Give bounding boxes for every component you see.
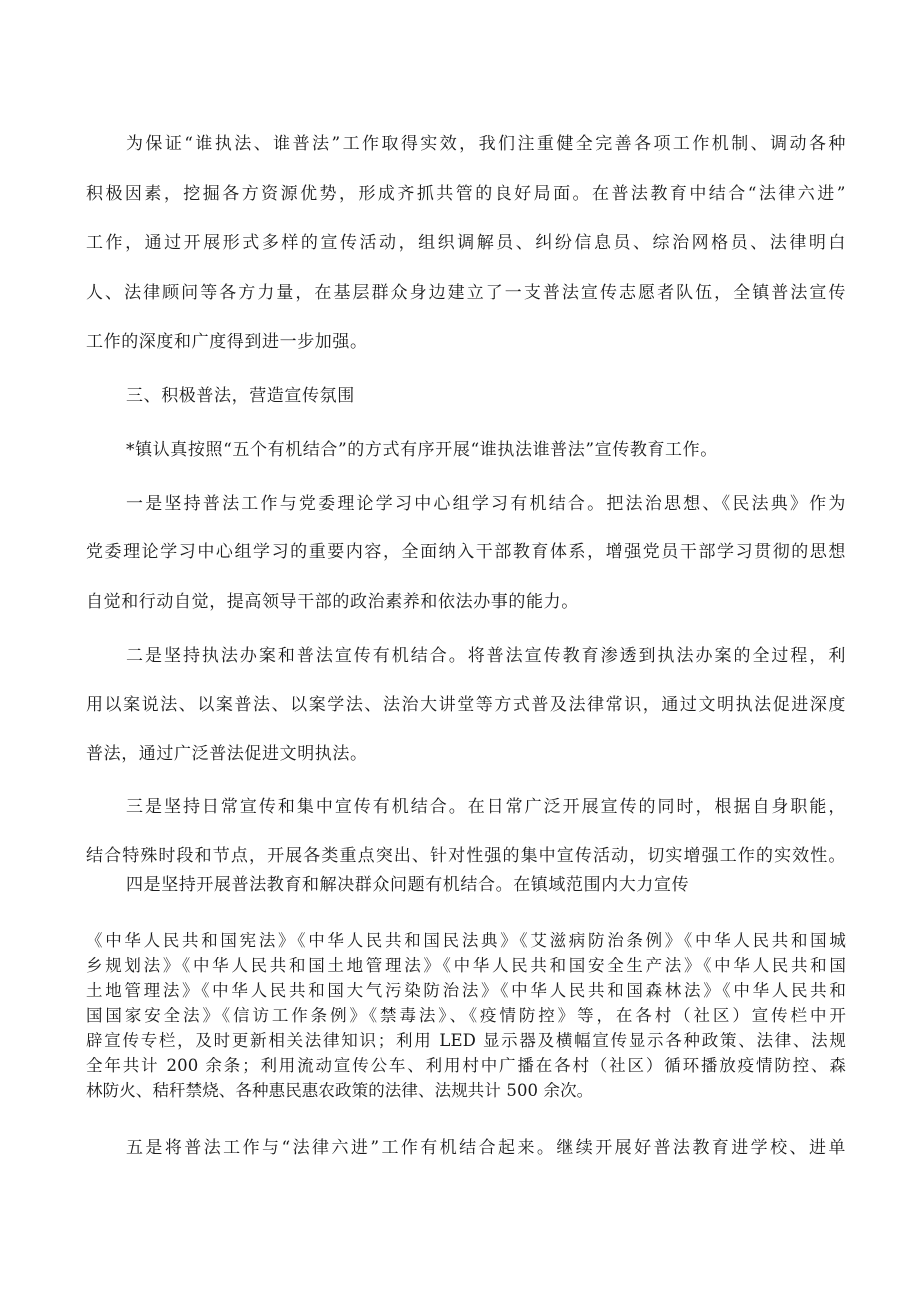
paragraph-line: 国国家安全法》《信访工作条例》《禁毒法》、《疫情防控》等，在各村（社区）宣传栏中开 xyxy=(86,1006,846,1025)
paragraph-line: 用以案说法、以案普法、以案学法、法治大讲堂等方式普及法律常识，通过文明执法促进深度 xyxy=(86,695,846,715)
paragraph-line: 全年共计 200 余条；利用流动宣传公车、利用村中广播在各村（社区）循环播放疫情防控、森 xyxy=(86,1056,846,1075)
paragraph-line: 辟宣传专栏，及时更新相关法律知识；利用 LED 显示器及横幅宣传显示各种政策、法律、法规 xyxy=(86,1031,846,1050)
paragraph-line: 普法，通过广泛普法促进文明执法。 xyxy=(86,744,368,764)
paragraph-line: 党委理论学习中心组学习的重要内容，全面纳入干部教育体系，增强党员干部学习贯彻的思想 xyxy=(86,542,846,562)
section-heading: 三、积极普法，营造宣传氛围 xyxy=(126,386,355,406)
paragraph-line: 人、法律顾问等各方力量，在基层群众身边建立了一支普法宣传志愿者队伍，全镇普法宣传 xyxy=(86,283,846,303)
paragraph-line: *镇认真按照“五个有机结合”的方式有序开展“谁执法谁普法”宣传教育工作。 xyxy=(126,440,718,460)
paragraph-line: 工作的深度和广度得到进一步加强。 xyxy=(86,332,368,352)
paragraph-line: 一是坚持普法工作与党委理论学习中心组学习有机结合。把法治思想、《民法典》作为 xyxy=(126,494,846,514)
paragraph-line: 二是坚持执法办案和普法宣传有机结合。将普法宣传教育渗透到执法办案的全过程，利 xyxy=(126,646,846,666)
paragraph-line: 五是将普法工作与“法律六进”工作有机结合起来。继续开展好普法教育进学校、进单 xyxy=(126,1138,846,1158)
paragraph-line: 《中华人民共和国宪法》《中华人民共和国民法典》《艾滋病防治条例》《中华人民共和国城 xyxy=(86,931,846,950)
paragraph-line: 自觉和行动自觉，提高领导干部的政治素养和依法办事的能力。 xyxy=(86,592,579,612)
paragraph-line: 乡规划法》《中华人民共和国土地管理法》《中华人民共和国安全生产法》《中华人民共和国 xyxy=(86,956,846,975)
paragraph-line: 土地管理法》《中华人民共和国大气污染防治法》《中华人民共和国森林法》《中华人民共和 xyxy=(86,981,846,1000)
paragraph-line: 四是坚持开展普法教育和解决群众问题有机结合。在镇域范围内大力宣传 xyxy=(126,875,690,895)
paragraph-line: 积极因素，挖掘各方资源优势，形成齐抓共管的良好局面。在普法教育中结合“法律六进” xyxy=(86,184,846,204)
paragraph-line: 林防火、秸秆禁烧、各种惠民惠农政策的法律、法规共计 500 余次。 xyxy=(86,1081,594,1100)
paragraph-line: 为保证“谁执法、谁普法”工作取得实效，我们注重健全完善各项工作机制、调动各种 xyxy=(126,134,846,154)
paragraph-line: 结合特殊时段和节点，开展各类重点突出、针对性强的集中宣传活动，切实增强工作的实效性。 xyxy=(86,846,846,866)
paragraph-line: 三是坚持日常宣传和集中宣传有机结合。在日常广泛开展宣传的同时，根据自身职能， xyxy=(126,797,846,817)
paragraph-line: 工作，通过开展形式多样的宣传活动，组织调解员、纠纷信息员、综治网格员、法律明白 xyxy=(86,233,846,253)
